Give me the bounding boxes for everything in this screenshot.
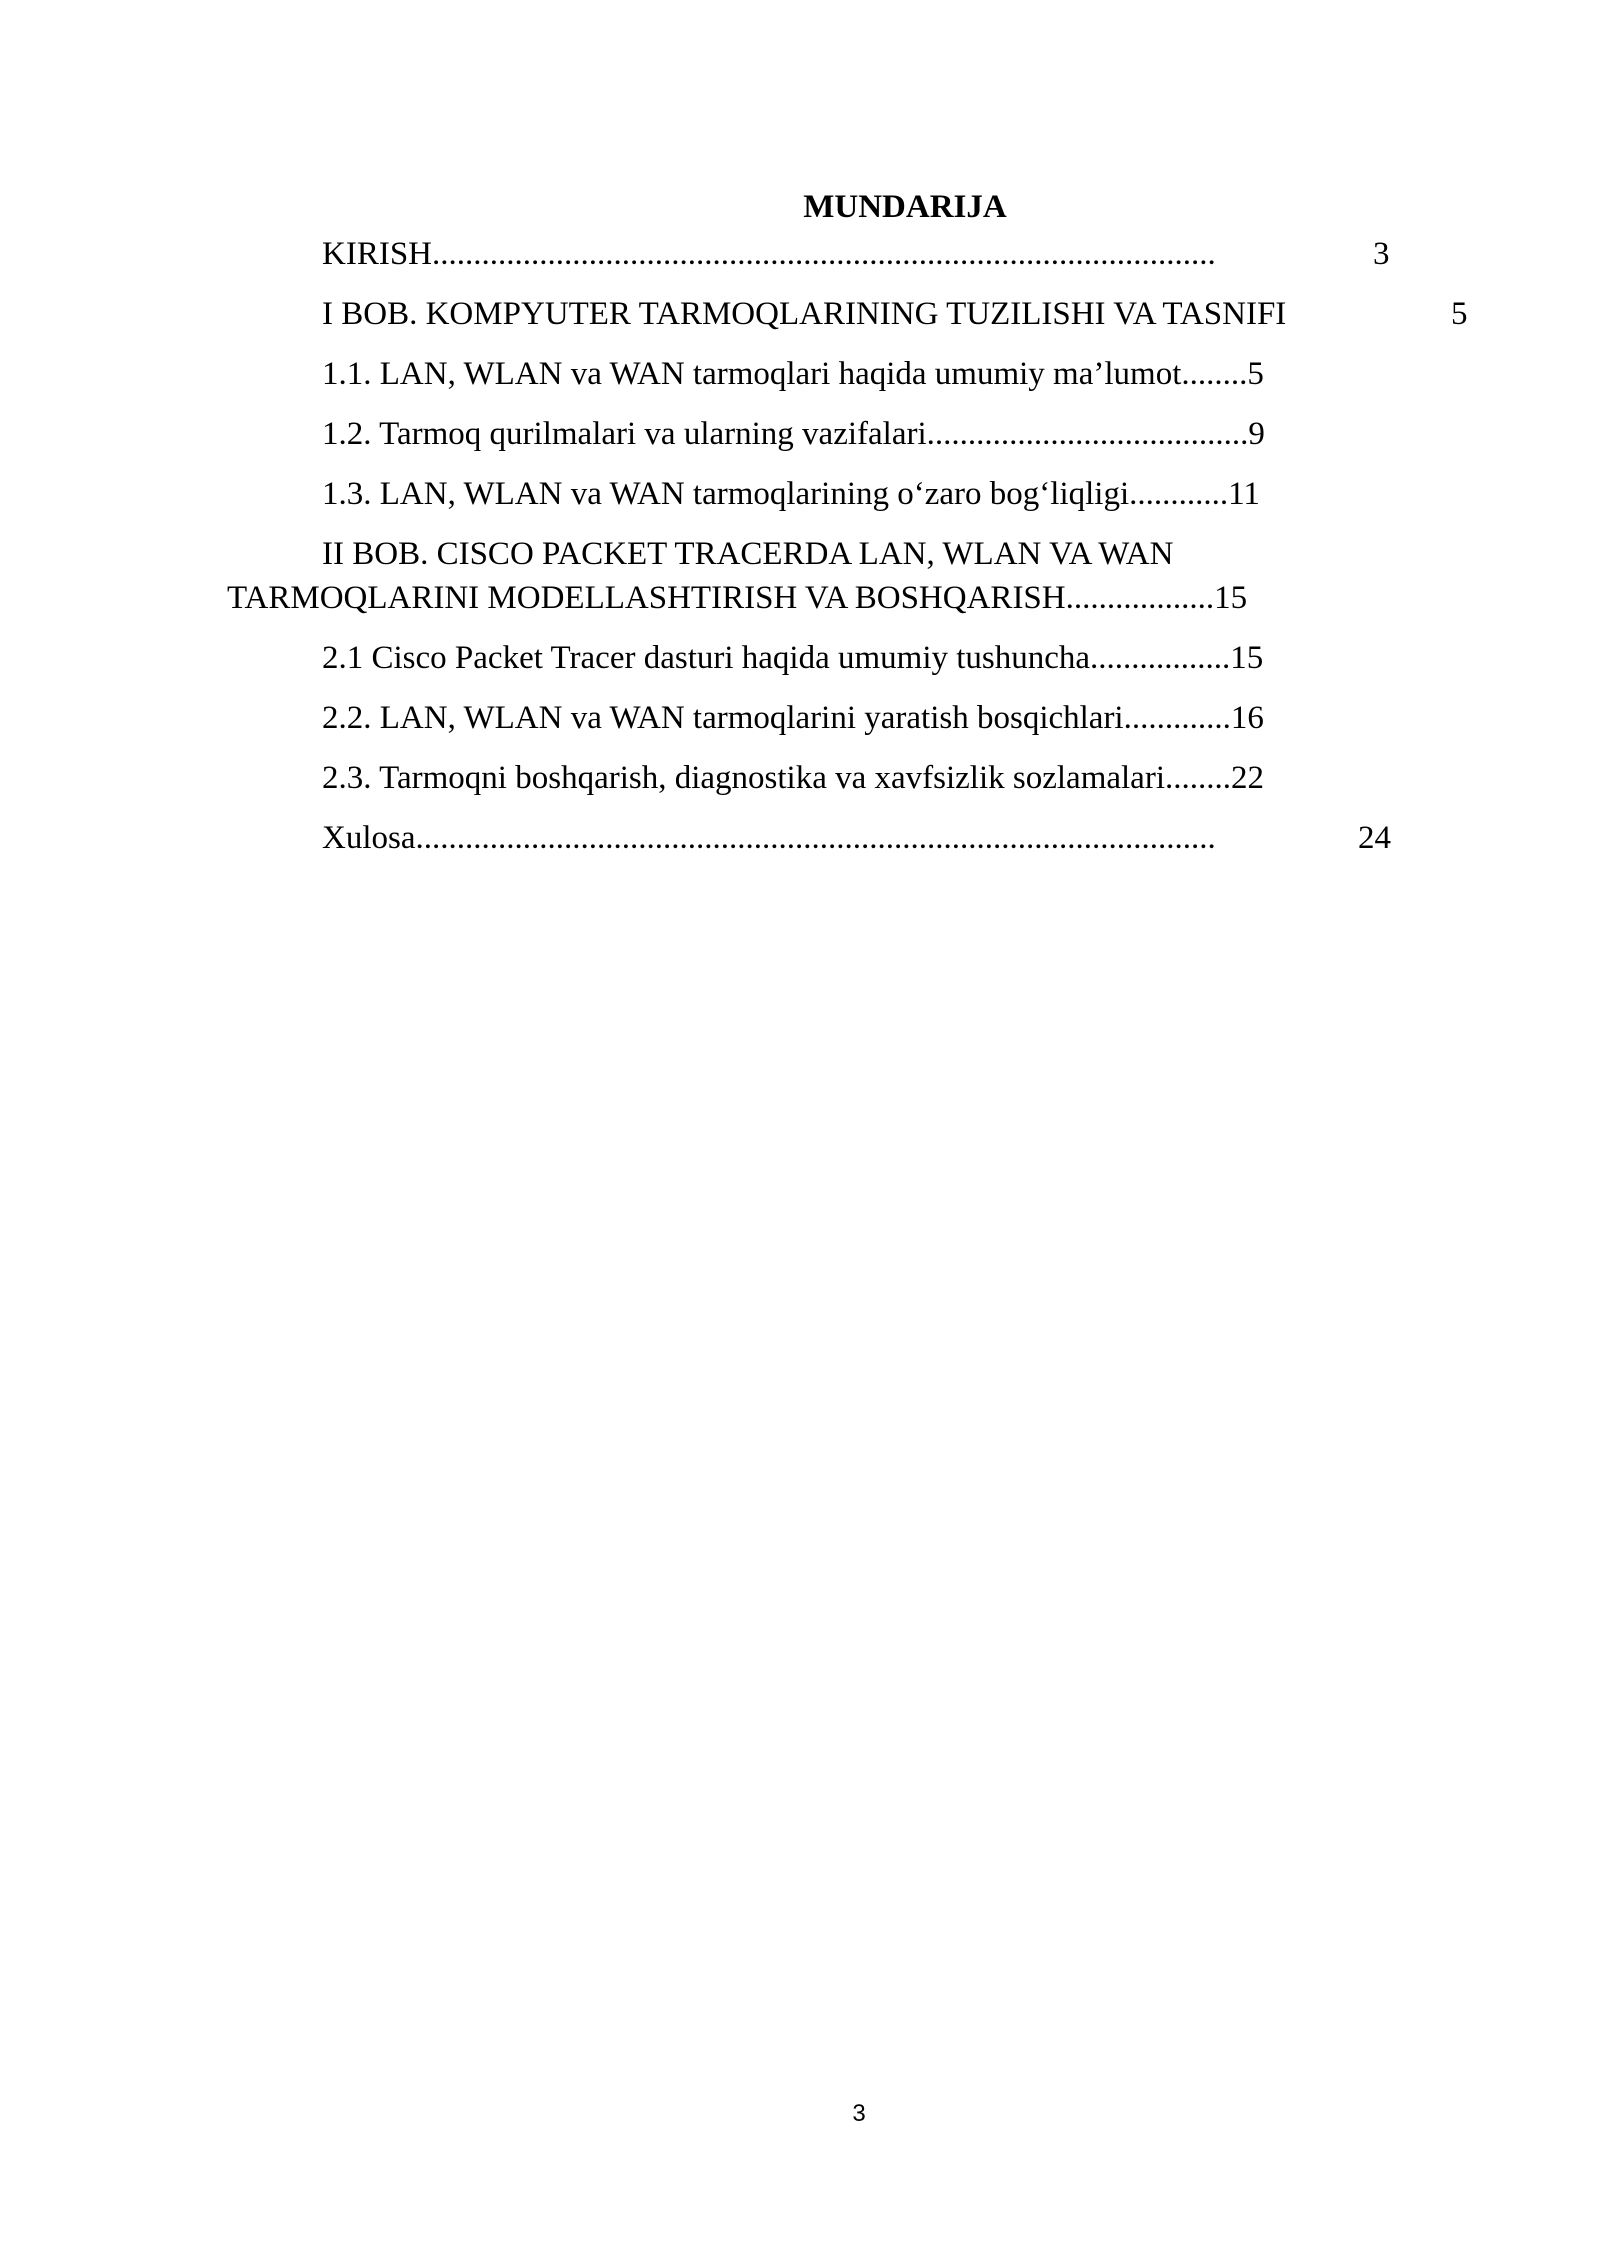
- toc-entry-text: II BOB. CISCO PACKET TRACERDA LAN, WLAN VA WAN: [322, 536, 1174, 572]
- toc-entry-page: 15: [1214, 580, 1248, 616]
- toc-entry-text: 1.3. LAN, WLAN va WAN tarmoqlarining o‘zaro bog‘liqligi: [322, 476, 1130, 512]
- toc-leader-dots: .................: [1090, 640, 1231, 676]
- toc-entry: [322, 348, 1264, 400]
- toc-leader-dots: ........: [1164, 760, 1231, 796]
- toc-entry: [322, 812, 1216, 864]
- toc-leader-dots: ............: [1129, 476, 1229, 512]
- toc-leader-dots: .............: [1123, 700, 1231, 736]
- toc-entry-page: 3: [1373, 236, 1390, 272]
- toc-entry-page: 15: [1230, 640, 1264, 676]
- toc-leader-dots: ..................: [1065, 580, 1215, 616]
- toc-entry: [322, 692, 1264, 744]
- toc-leader-dots: .................................................................................................: [415, 820, 1216, 856]
- toc-entry: [322, 408, 1265, 460]
- toc-leader-dots: ...............................................................................................: [432, 236, 1216, 272]
- toc-entry-page: 9: [1248, 416, 1265, 452]
- toc-entry-page: 5: [1451, 296, 1468, 332]
- toc-entry-text: 2.3. Tarmoqni boshqarish, diagnostika va xavfsizlik sozlamalari: [322, 760, 1165, 796]
- toc-entry-page: 22: [1230, 760, 1264, 796]
- toc-entry: [227, 572, 1247, 624]
- toc-entry-text: TARMOQLARINI MODELLASHTIRISH VA BOSHQARISH: [227, 580, 1066, 616]
- toc-entry-text: I BOB. KOMPYUTER TARMOQLARINING TUZILISHI VA TASNIFI: [322, 296, 1287, 332]
- toc-entry-page: 11: [1228, 476, 1260, 512]
- toc-leader-dots: ........: [1181, 356, 1248, 392]
- toc-entry: [322, 228, 1216, 280]
- toc-entry-text: 1.1. LAN, WLAN va WAN tarmoqlari haqida umumiy ma’lumot: [322, 356, 1182, 392]
- toc-entry: [322, 752, 1264, 804]
- toc-entry-text: 1.2. Tarmoq qurilmalari va ularning vazifalari: [322, 416, 927, 452]
- toc-entry-text: 2.1 Cisco Packet Tracer dasturi haqida umumiy tushuncha: [322, 640, 1091, 676]
- toc-entry: [322, 288, 1286, 340]
- toc-entry-text: KIRISH: [322, 236, 433, 272]
- page-number: 3: [852, 2100, 866, 2127]
- toc-entry-page: 16: [1230, 700, 1264, 736]
- toc-entry-text: 2.2. LAN, WLAN va WAN tarmoqlarini yaratish bosqichlari: [322, 700, 1124, 736]
- toc-entry: [322, 632, 1263, 684]
- toc-entry-page: 5: [1247, 356, 1264, 392]
- toc-entry: [322, 468, 1260, 520]
- toc-entry-text: Xulosa: [322, 820, 416, 856]
- toc-entry-page: 24: [1358, 820, 1391, 856]
- toc-leader-dots: .......................................: [926, 416, 1249, 452]
- toc-title: MUNDARIJA: [803, 189, 1007, 225]
